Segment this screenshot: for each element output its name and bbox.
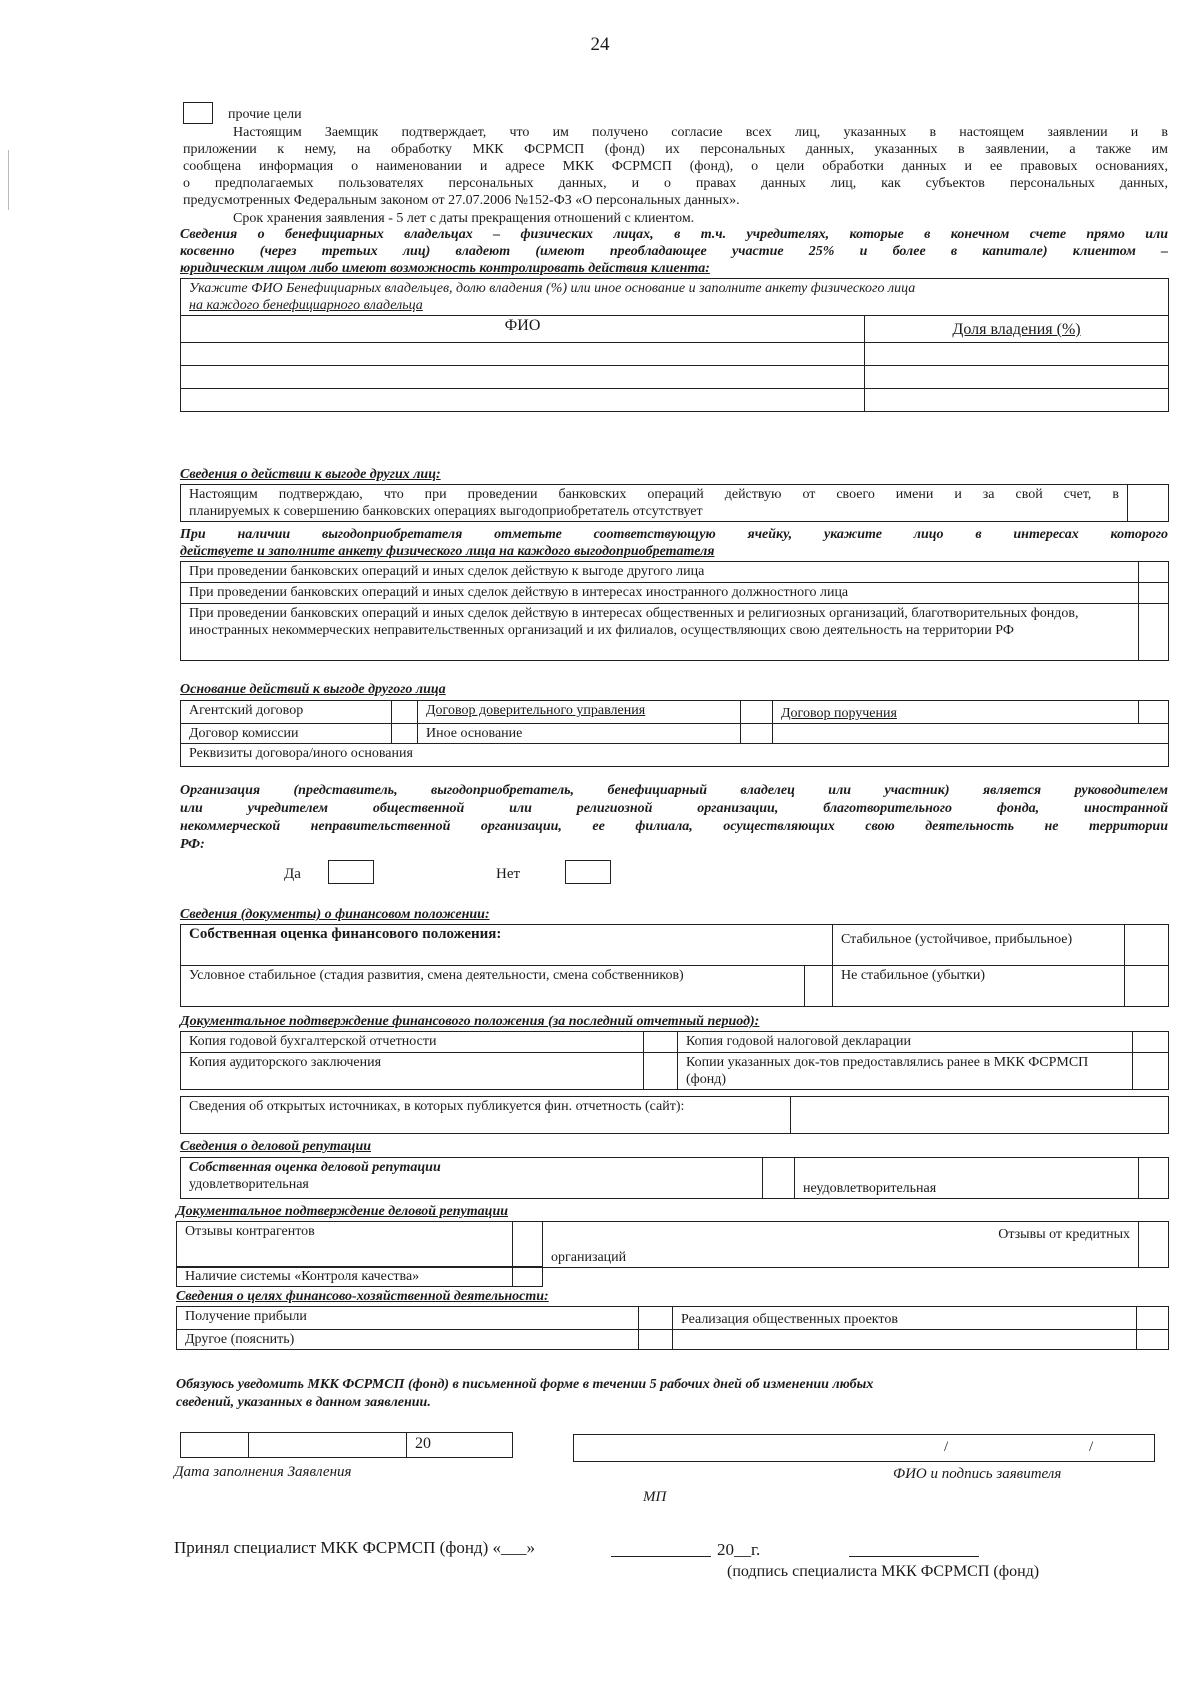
beneficiary-share-cell-2[interactable] [865,366,1169,389]
page-number: 24 [590,34,610,55]
own-reputation [181,1158,763,1199]
reputation-heading: Сведения о деловой репутации [180,1139,372,1154]
basis-trust-checkbox[interactable] [741,701,773,724]
instruction-line-2: на каждого бенефициарного владельца [189,298,423,313]
own-financial-assessment: Собственная оценка финансового положения: [181,925,833,966]
own-reputation-title: Собственная оценка деловой репутации [189,1160,441,1175]
basis-other-checkbox[interactable] [741,724,773,744]
instruction-line-1: Укажите ФИО Бенефициарных владельцев, долю владения (%) или иное основание и заполните анкету физического лица [189,281,916,296]
own-name-statement [181,485,1128,522]
beneficiary-options-table [180,561,1169,661]
basis-agent-checkbox[interactable] [392,701,418,724]
unstable-label: Не стабильное (убытки) [833,966,1125,1007]
fio-signature-field[interactable] [574,1435,1155,1462]
goals-other-field[interactable] [639,1330,673,1350]
own-name-checkbox[interactable] [1128,485,1169,522]
consent-line-4: о предполагаемых пользователях персональных данных, и о правах данных лиц, как субъектов персональных данных, [183,176,1168,191]
column-fio: ФИО [181,316,865,343]
tax-return-checkbox[interactable] [1133,1032,1169,1053]
basis-table [180,700,1169,767]
previously-label: Копии указанных док-тов предоставлялись ранее в МКК ФСРМСП (фонд) [678,1053,1133,1090]
public-projects-label: Реализация общественных проектов [673,1307,1137,1330]
goals-other-extra[interactable] [673,1330,1137,1350]
annual-report-label: Копия годовой бухгалтерской отчетности [181,1032,644,1053]
credit-reviews-line-2: организаций [551,1250,627,1265]
date-month-field[interactable] [249,1433,407,1458]
basis-assignment-checkbox[interactable] [1139,701,1169,724]
beneficiary-fio-cell-1[interactable] [181,343,865,366]
financial-docs-table [180,1031,1169,1090]
option-public-organizations: При проведении банковских операций и иных сделок действую в интересах общественных и религиозных организаций, благотворительных фондов, иностранных некоммерческих неправительственных организаций и их филиалов, осуществляющих свою деятельность на территории РФ [181,604,1139,661]
beneficiary-fio-cell-2[interactable] [181,366,865,389]
basis-details[interactable]: Реквизиты договора/иного основания [181,744,1169,767]
option-foreign-official: При проведении банковских операций и иных сделок действую в интересах иностранного должностного лица [181,583,1139,604]
beneficiaries-heading-2: косвенно (через третьих лиц) владеют (имеют преобладающее участие 25% и более в капитале) клиентом – [180,244,1168,259]
basis-commission-checkbox[interactable] [392,724,418,744]
beneficiary-share-cell-3[interactable] [865,389,1169,412]
counterparty-label: Отзывы контрагентов [177,1222,513,1268]
stable-checkbox[interactable] [1125,925,1169,966]
accepted-year: 20__г. [717,1540,761,1559]
quality-label: Наличие системы «Контроля качества» [177,1267,513,1287]
satisfactory-label: удовлетворительная [189,1177,309,1192]
financial-assessment-table [180,924,1169,1007]
own-name-line-2: планируемых к совершению банковских операциях выгодоприобретатель отсутствует [189,504,703,519]
option-foreign-official-checkbox[interactable] [1139,583,1169,604]
quality-table [176,1266,543,1287]
basis-other: Иное основание [418,724,741,744]
credit-reviews-checkbox[interactable] [1139,1222,1169,1268]
signature-slash-1: / [944,1439,949,1455]
beneficiary-fio-cell-3[interactable] [181,389,865,412]
public-projects-checkbox[interactable] [1137,1307,1169,1330]
date-day-field[interactable] [181,1433,249,1458]
open-sources-field[interactable] [791,1097,1169,1134]
other-purposes-checkbox[interactable] [183,102,213,124]
financial-doc-heading: Документальное подтверждение финансового положения (за последний отчетный период): [180,1014,760,1029]
beneficiaries-instruction [181,279,1169,316]
basis-other-field[interactable] [773,724,1169,744]
goals-table [176,1306,1169,1350]
specialist-caption: (подпись специалиста МКК ФСРМСП (фонд) [727,1563,1040,1580]
profit-checkbox[interactable] [639,1307,673,1330]
audit-label: Копия аудиторского заключения [181,1053,644,1090]
basis-heading: Основание действий к выгоде другого лица [180,682,446,697]
unsatisfactory-checkbox[interactable] [1139,1158,1169,1199]
others-benefit-table [180,484,1169,522]
consent-line-2: приложении к нему, на обработку МКК ФСРМСП (фонд) их персональных данных, указанных в заявлении, а также им [183,142,1168,157]
quality-checkbox[interactable] [513,1267,543,1287]
basis-commission: Договор комиссии [181,724,392,744]
fio-caption: ФИО и подпись заявителя [893,1466,1062,1482]
signature-slash-2: / [1089,1439,1094,1455]
goals-other-label: Другое (пояснить) [177,1330,639,1350]
conditional-label: Условное стабильное (стадия развития, смена деятельности, смена собственников) [181,966,805,1007]
no-label: Нет [496,866,521,882]
unsatisfactory-label: неудовлетворительная [795,1158,1139,1199]
reputation-doc-heading: Документальное подтверждение деловой репутации [176,1204,509,1219]
credit-reviews-cell [543,1222,1139,1268]
open-sources-table [180,1096,1169,1134]
specialist-signature-line[interactable] [849,1556,979,1557]
basis-trust: Договор доверительного управления [418,701,741,724]
consent-line-5: предусмотренных Федеральным законом от 27.07.2006 №152-ФЗ «О персональных данных». [183,193,740,208]
option-other-person-checkbox[interactable] [1139,562,1169,583]
obligation-line-1: Обязуюсь уведомить МКК ФСРМСП (фонд) в письменной форме в течении 5 рабочих дней об изменении любых [176,1377,874,1392]
previously-checkbox[interactable] [1133,1053,1169,1090]
unstable-checkbox[interactable] [1125,966,1169,1007]
consent-line-3: сообщена информация о наименовании и адресе МКК ФСРМСП (фонд), о цели обработки данных и ее правовых основаниях, [183,159,1168,174]
no-checkbox[interactable] [565,860,611,884]
organization-text-4: РФ: [180,837,205,852]
annual-report-checkbox[interactable] [644,1032,678,1053]
goals-heading: Сведения о целях финансово-хозяйственной деятельности: [176,1289,549,1304]
tax-return-label: Копия годовой налоговой декларации [678,1032,1133,1053]
consent-line-1: Настоящим Заемщик подтверждает, что им получено согласие всех лиц, указанных в настоящем заявлении и в [233,125,1168,140]
organization-text-1: Организация (представитель, выгодоприобретатель, бенефициарный владелец или участник) является руководителем [180,783,1168,798]
option-other-person: При проведении банковских операций и иных сделок действую к выгоде другого лица [181,562,1139,583]
audit-checkbox[interactable] [644,1053,678,1090]
basis-agent: Агентский договор [181,701,392,724]
date-year-field[interactable]: 20 [407,1433,513,1458]
column-share: Доля владения (%) [865,316,1169,343]
beneficiaries-heading-3: юридическим лицом либо имеют возможность контролировать действия клиента: [180,261,710,276]
stamp-label: МП [643,1489,667,1505]
counterparty-checkbox[interactable] [513,1222,543,1268]
reputation-table [180,1157,1169,1199]
beneficiary-share-cell-1[interactable] [865,343,1169,366]
beneficiaries-table [180,278,1169,412]
financial-heading: Сведения (документы) о финансовом положении: [180,907,490,922]
retention-period: Срок хранения заявления - 5 лет с даты прекращения отношений с клиентом. [233,211,695,226]
date-caption: Дата заполнения Заявления [174,1464,352,1480]
goals-other-checkbox[interactable] [1137,1330,1169,1350]
satisfactory-checkbox[interactable] [763,1158,795,1199]
accepted-by-label: Принял специалист МКК ФСРМСП (фонд) «___» [174,1538,535,1557]
others-benefit-heading: Сведения о действии к выгоде других лиц: [180,467,441,482]
open-sources-label: Сведения об открытых источниках, в которых публикуется фин. отчетность (сайт): [181,1097,791,1134]
credit-reviews-line-1: Отзывы от кредитных [998,1227,1130,1242]
option-public-organizations-checkbox[interactable] [1139,604,1169,661]
obligation-line-2: сведений, указанных в данном заявлении. [176,1395,431,1410]
organization-text-3: некоммерческой неправительственной организации, ее филиала, осуществляющих свою деятельность не территории [180,819,1168,834]
conditional-checkbox[interactable] [805,966,833,1007]
organization-text-2: или учредителем общественной или религиозной организации, благотворительного фонда, иностранной [180,801,1168,816]
reputation-docs-table [176,1221,1169,1268]
date-boxes [180,1432,513,1458]
basis-assignment: Договор поручения [773,701,1139,724]
stable-label: Стабильное (устойчивое, прибыльное) [833,925,1125,966]
profit-label: Получение прибыли [177,1307,639,1330]
yes-checkbox[interactable] [328,860,374,884]
other-purposes-label: прочие цели [228,107,302,122]
fio-signature-box [573,1434,1155,1462]
beneficiary-present-heading-1: При наличии выгодоприобретателя отметьте соответствующую ячейку, укажите лицо в интересах которого [180,527,1168,542]
own-name-line-1: Настоящим подтверждаю, что при проведении банковских операций действую от своего имени и за свой счет, в [189,487,1119,502]
yes-label: Да [284,866,301,882]
accepted-month-line[interactable] [611,1556,711,1557]
beneficiaries-heading-1: Сведения о бенефициарных владельцах – физических лицах, в т.ч. учредителях, которые в конечном счете прямо или [180,227,1168,242]
scan-margin-mark [8,150,9,210]
beneficiary-present-heading-2: действуете и заполните анкету физического лица на каждого выгодоприобретателя [180,544,715,559]
